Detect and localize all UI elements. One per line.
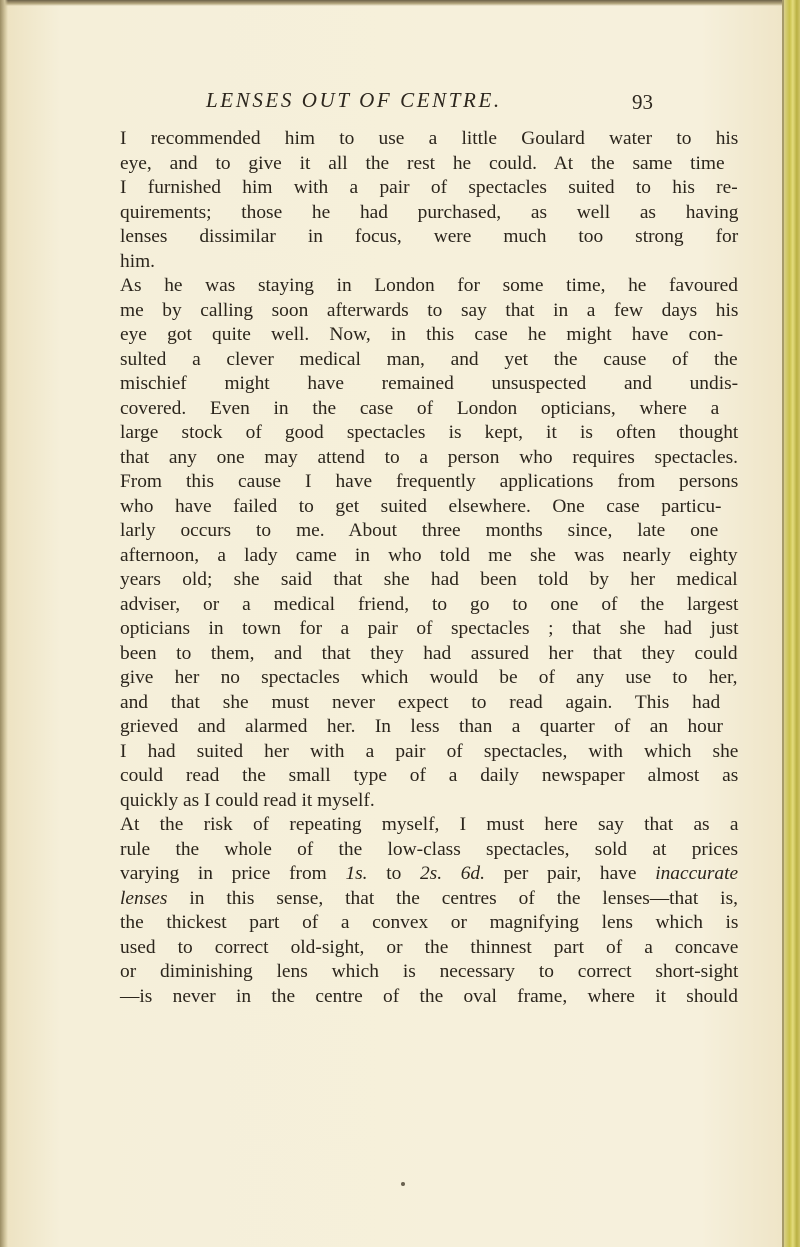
text-line: opticians in town for a pair of spectacles ; that she had just [120, 618, 739, 639]
text-line: lenses dissimilar in focus, were much too strong for [120, 226, 739, 247]
print-speck [401, 1182, 405, 1186]
text-line-mixed [120, 887, 738, 912]
text-line: used to correct old-sight, or the thinnest part of a concave [120, 936, 739, 958]
text-line: larly occurs to me. About three months since, late one [120, 520, 719, 541]
text-line: covered. Even in the case of London opticians, where a [120, 397, 720, 419]
text-line: or diminishing lens which is necessary to correct short-sight [120, 961, 739, 982]
page-top-shadow [0, 0, 800, 6]
text-line: eye, and to give it all the rest he could. At the same time [120, 152, 725, 174]
text-line: been to them, and that they had assured her that they could [120, 642, 738, 664]
running-title: LENSES OUT OF CENTRE. [206, 88, 502, 112]
text-line: that any one may attend to a person who requires spectacles. [120, 446, 738, 468]
text-run: per pair, have [484, 863, 656, 884]
text-line: I recommended him to use a little Goulard water to his [120, 128, 739, 149]
text-line: adviser, or a medical friend, to go to one of the largest [120, 593, 739, 615]
text-line: give her no spectacles which would be of any use to her, [120, 667, 738, 688]
italic-run: 1s. [345, 863, 368, 884]
text-line: I had suited her with a pair of spectacles, with which she [120, 740, 739, 762]
text-line: eye got quite well. Now, in this case he might have con- [120, 324, 724, 345]
book-fore-edge [784, 0, 800, 1247]
text-line: quirements; those he had purchased, as well as having [120, 201, 739, 223]
text-line-mixed [120, 862, 738, 887]
text-line: large stock of good spectacles is kept, it is often thought [120, 422, 739, 443]
text-line: years old; she said that she had been told by her medical [120, 569, 738, 590]
page-number: 93 [632, 90, 653, 114]
text-line: I furnished him with a pair of spectacles suited to his re- [120, 177, 738, 198]
text-line: could read the small type of a daily newspaper almost as [120, 765, 739, 786]
text-line: rule the whole of the low-class spectacles, sold at prices [120, 838, 738, 860]
text-line: afternoon, a lady came in who told me she was nearly eighty [120, 544, 738, 566]
text-line: From this cause I have frequently applications from persons [120, 471, 739, 492]
italic-run: inaccurate [655, 863, 739, 884]
page-header [0, 88, 800, 118]
text-line: At the risk of repeating myself, I must here say that as a [120, 814, 739, 835]
text-line: sulted a clever medical man, and yet the cause of the [120, 348, 738, 370]
text-line: and that she must never expect to read again. This had [120, 691, 721, 713]
italic-run: 2s. 6d. [419, 863, 485, 884]
text-line: quickly as I could read it myself. [120, 789, 375, 811]
text-line: —is never in the centre of the oval frame, where it should [120, 985, 738, 1007]
text-run: in this sense, that the centres of the lenses—that is, [167, 887, 738, 909]
page-gutter-shadow [0, 0, 8, 1247]
text-line: me by calling soon afterwards to say that in a few days his [120, 299, 739, 321]
text-line: who have failed to get suited elsewhere. One case particu- [120, 495, 722, 517]
text-line: him. [120, 250, 156, 272]
text-line: As he was staying in London for some time, he favoured [120, 275, 738, 296]
text-line: the thickest part of a convex or magnifying lens which is [120, 912, 739, 933]
text-line: mischief might have remained unsuspected and undis- [120, 373, 739, 394]
text-line: grieved and alarmed her. In less than a quarter of an hour [120, 716, 723, 737]
text-run: varying in price from [120, 863, 346, 884]
italic-run: lenses [120, 887, 168, 909]
body-text [120, 127, 738, 1009]
text-run: to [367, 863, 420, 884]
